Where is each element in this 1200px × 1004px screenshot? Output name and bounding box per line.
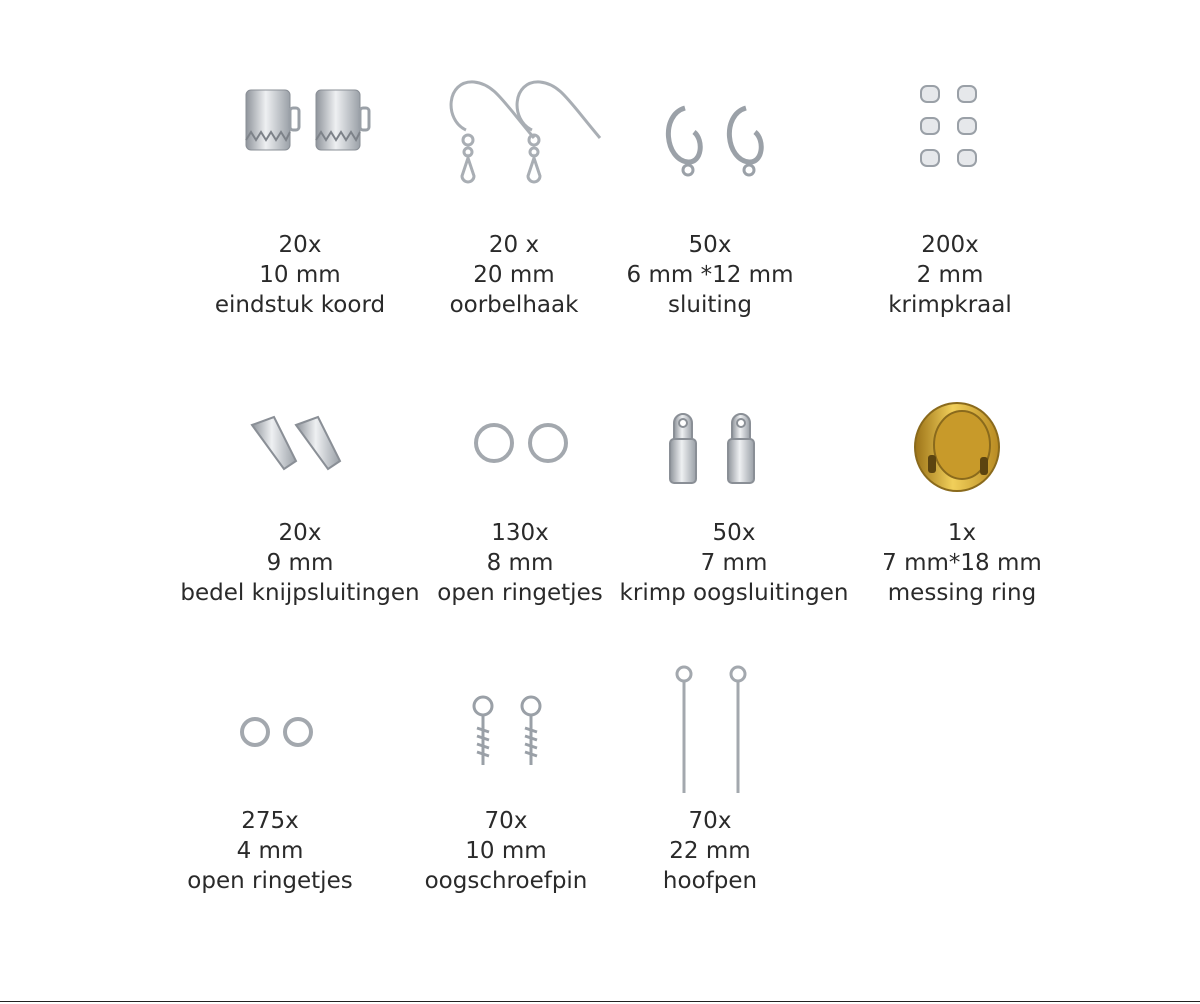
small-jump-ring-icon (140, 670, 400, 800)
lobster-clasp-icon (580, 70, 840, 200)
item-quantity: 70x (484, 808, 528, 834)
item-size: 4 mm (236, 838, 304, 864)
item-name: open ringetjes (187, 868, 353, 894)
item-size: 20 mm (473, 262, 555, 288)
item-name: bedel knijpsluitingen (180, 580, 420, 606)
item-size: 10 mm (465, 838, 547, 864)
item-size: 10 mm (259, 262, 341, 288)
item-size: 7 mm*18 mm (882, 550, 1042, 576)
item-quantity: 200x (921, 232, 979, 258)
item-quantity: 20x (278, 232, 322, 258)
item-name: messing ring (887, 580, 1037, 606)
item-name: krimpkraal (888, 292, 1012, 318)
item-size: 6 mm *12 mm (626, 262, 794, 288)
item-quantity: 70x (688, 808, 732, 834)
item-size: 9 mm (266, 550, 334, 576)
item-quantity: 1x (947, 520, 977, 546)
item-name: sluiting (668, 292, 752, 318)
item-size: 7 mm (700, 550, 768, 576)
item-name: open ringetjes (437, 580, 603, 606)
item-name: krimp oogsluitingen (619, 580, 849, 606)
item-size: 2 mm (916, 262, 984, 288)
item-quantity: 50x (688, 232, 732, 258)
item-quantity: 275x (241, 808, 299, 834)
bottom-divider (0, 1001, 1200, 1002)
item-quantity: 20x (278, 520, 322, 546)
eye-pin-icon (580, 660, 840, 800)
crimp-bead-icon (820, 70, 1080, 200)
item-name: oorbelhaak (449, 292, 579, 318)
item-quantity: 130x (491, 520, 549, 546)
item-name: eindstuk koord (214, 292, 386, 318)
item-quantity: 20 x (488, 232, 540, 258)
brass-ring-icon (832, 395, 1092, 525)
item-size: 8 mm (486, 550, 554, 576)
item-quantity: 50x (712, 520, 756, 546)
item-name: hoofpen (662, 868, 758, 894)
item-name: oogschroefpin (424, 868, 588, 894)
crimp-eye-end-icon (604, 395, 864, 525)
item-size: 22 mm (669, 838, 751, 864)
